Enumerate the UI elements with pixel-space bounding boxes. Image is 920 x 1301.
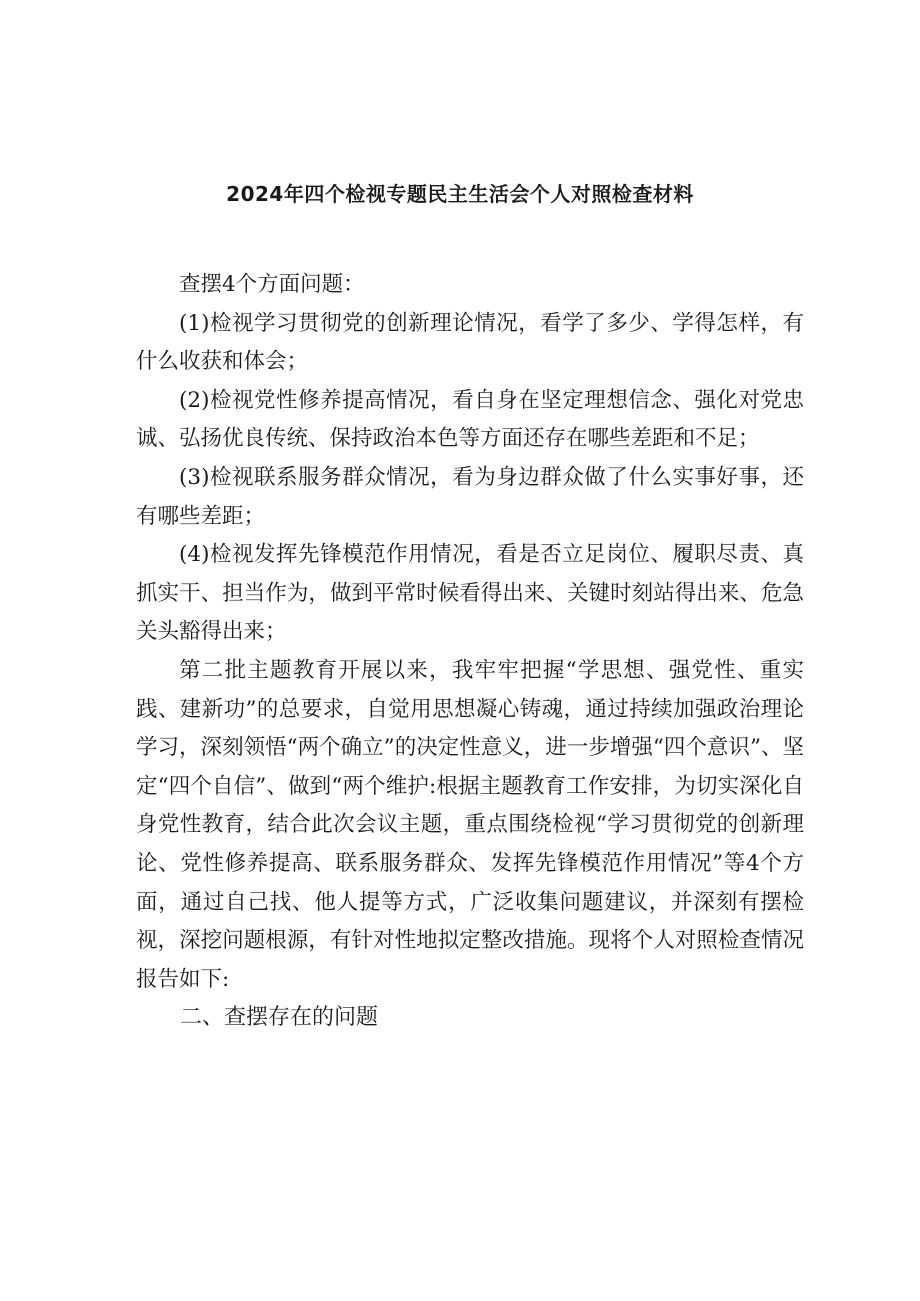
paragraph-item-4: (4)检视发挥先锋模范作用情况，看是否立足岗位、履职尽责、真抓实干、担当作为，做到平常时候看得出来、关键时刻站得出来、危急关头豁得出来； xyxy=(136,542,804,645)
document-body xyxy=(136,266,804,1038)
section-heading: 二、查摆存在的问题 xyxy=(180,1005,379,1031)
document-title: 2024年四个检视专题民主生活会个人对照检查材料 xyxy=(226,182,694,206)
paragraph-summary: 第二批主题教育开展以来，我牢牢把握“学思想、强党性、重实践、建新功”的总要求，自觉用思想凝心铸魂，通过持续加强政治理论学习，深刻领悟“两个确立”的决定性意义，进一步增强“四个意识”、坚定“四个自信”、做到“两个维护:根据主题教育工作安排，为切实深化自身党性教育，结合此次会议主题，重点围绕检视“学习贯彻党的创新理论、党性修养提高、联系服务群众、发挥先锋模范作用情况”等4个方面，通过自己找、他人提等方式，广泛收集问题建议，并深刻有摆检视，深挖问题根源，有针对性地拟定整改措施。现将个人对照检查情况报告如下: xyxy=(136,657,804,992)
paragraph-item-3: (3)检视联系服务群众情况，看为身边群众做了什么实事好事，还有哪些差距； xyxy=(136,464,804,529)
paragraph-intro: 查摆4个方面问题： xyxy=(179,272,365,297)
paragraph-item-2: (2)检视党性修养提高情况，看自身在坚定理想信念、强化对党忠诚、弘扬优良传统、保持政治本色等方面还存在哪些差距和不足； xyxy=(136,387,804,452)
paragraph-item-1: (1)检视学习贯彻党的创新理论情况，看学了多少、学得怎样，有什么收获和体会； xyxy=(136,310,804,375)
